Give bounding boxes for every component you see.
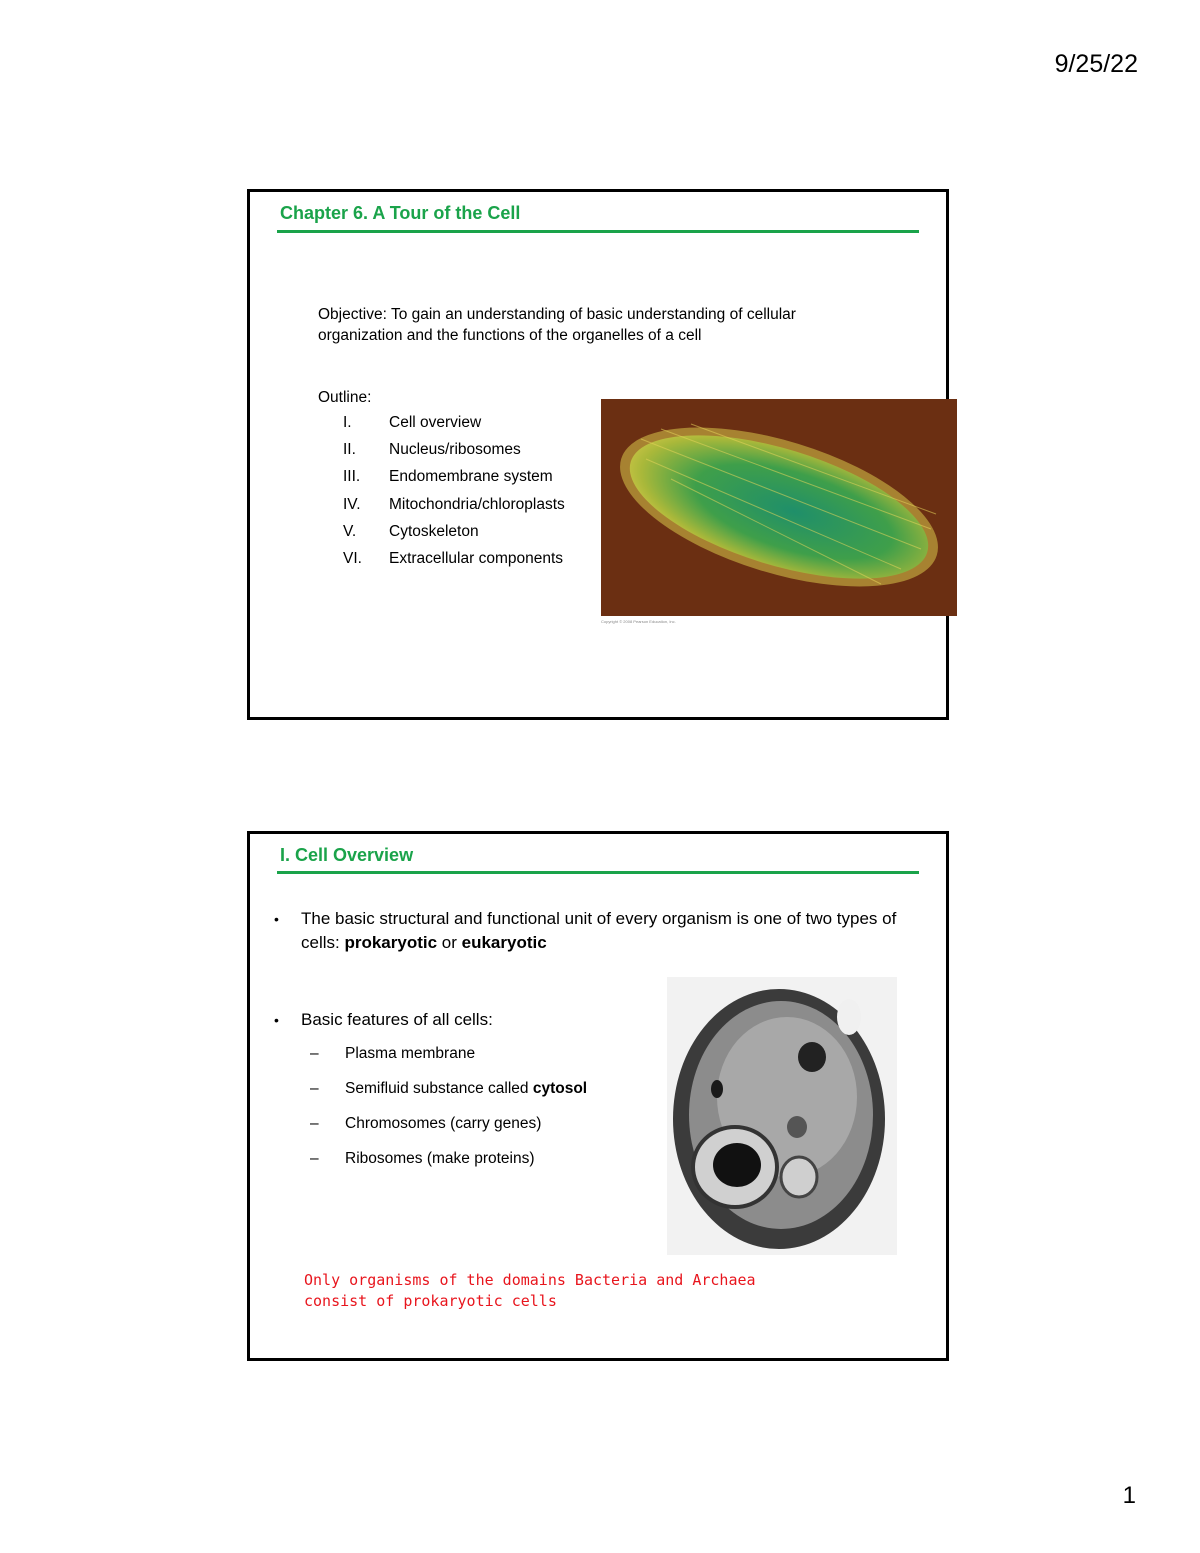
bullet-text-part: The basic structural and functional unit of every organism is one of two types of cells: xyxy=(301,909,897,952)
term-prokaryotic: prokaryotic xyxy=(344,933,438,952)
list-number: III. xyxy=(343,468,361,486)
list-text: Chromosomes (carry genes) xyxy=(345,1115,542,1132)
list-text: Mitochondria/chloroplasts xyxy=(389,495,565,513)
bullet-basic-features xyxy=(274,1008,674,1032)
bullet-text-part: or xyxy=(437,933,462,952)
bullet-text: Basic features of all cells: xyxy=(301,1010,493,1029)
page-number: 1 xyxy=(1122,1482,1136,1509)
list-number: V. xyxy=(343,522,357,540)
term-eukaryotic: eukaryotic xyxy=(461,933,547,952)
paramecium-micrograph xyxy=(601,399,957,616)
list-number: I. xyxy=(343,414,352,431)
outline-label: Outline: xyxy=(318,389,372,406)
bullet-symbol: • xyxy=(274,1012,279,1028)
list-text: Plasma membrane xyxy=(345,1045,476,1062)
dash-symbol: – xyxy=(310,1045,319,1062)
list-text xyxy=(345,1080,587,1098)
list-number: II. xyxy=(343,441,356,459)
slide-cell-overview xyxy=(247,831,949,1361)
slide-title: I. Cell Overview xyxy=(280,845,414,865)
list-number: VI. xyxy=(343,549,362,567)
title-underline xyxy=(277,871,919,874)
slide-chapter-6 xyxy=(247,189,949,720)
list-text: Cytoskeleton xyxy=(389,522,479,540)
list-text: Extracellular components xyxy=(389,549,564,567)
cell-micrograph-illustration xyxy=(667,977,897,1255)
list-text: Cell overview xyxy=(389,414,482,431)
list-text: Ribosomes (make proteins) xyxy=(345,1150,535,1167)
list-number: IV. xyxy=(343,495,361,513)
bullet-cell-types xyxy=(274,907,924,955)
bullet-symbol: • xyxy=(274,911,279,927)
image-copyright: Copyright © 2008 Pearson Education, Inc. xyxy=(601,619,676,624)
page-date: 9/25/22 xyxy=(1054,50,1138,78)
slide-title: Chapter 6. A Tour of the Cell xyxy=(280,203,521,223)
dash-symbol: – xyxy=(310,1115,319,1132)
objective-text: Objective: To gain an understanding of basic understanding of cellular organization and the functions of the organelles of a cell xyxy=(318,306,796,344)
bullet-text xyxy=(301,907,924,955)
dash-symbol: – xyxy=(310,1150,319,1167)
paramecium-illustration xyxy=(601,399,957,616)
dash-symbol: – xyxy=(310,1080,319,1097)
list-text: Nucleus/ribosomes xyxy=(389,441,521,459)
list-text-part: Semifluid substance called xyxy=(345,1080,533,1097)
list-text: Endomembrane system xyxy=(389,468,553,486)
title-underline xyxy=(277,230,919,233)
prokaryote-note: Only organisms of the domains Bacteria and Archaea consist of prokaryotic cells xyxy=(304,1271,756,1310)
term-cytosol: cytosol xyxy=(532,1080,588,1097)
electron-micrograph xyxy=(667,977,897,1255)
